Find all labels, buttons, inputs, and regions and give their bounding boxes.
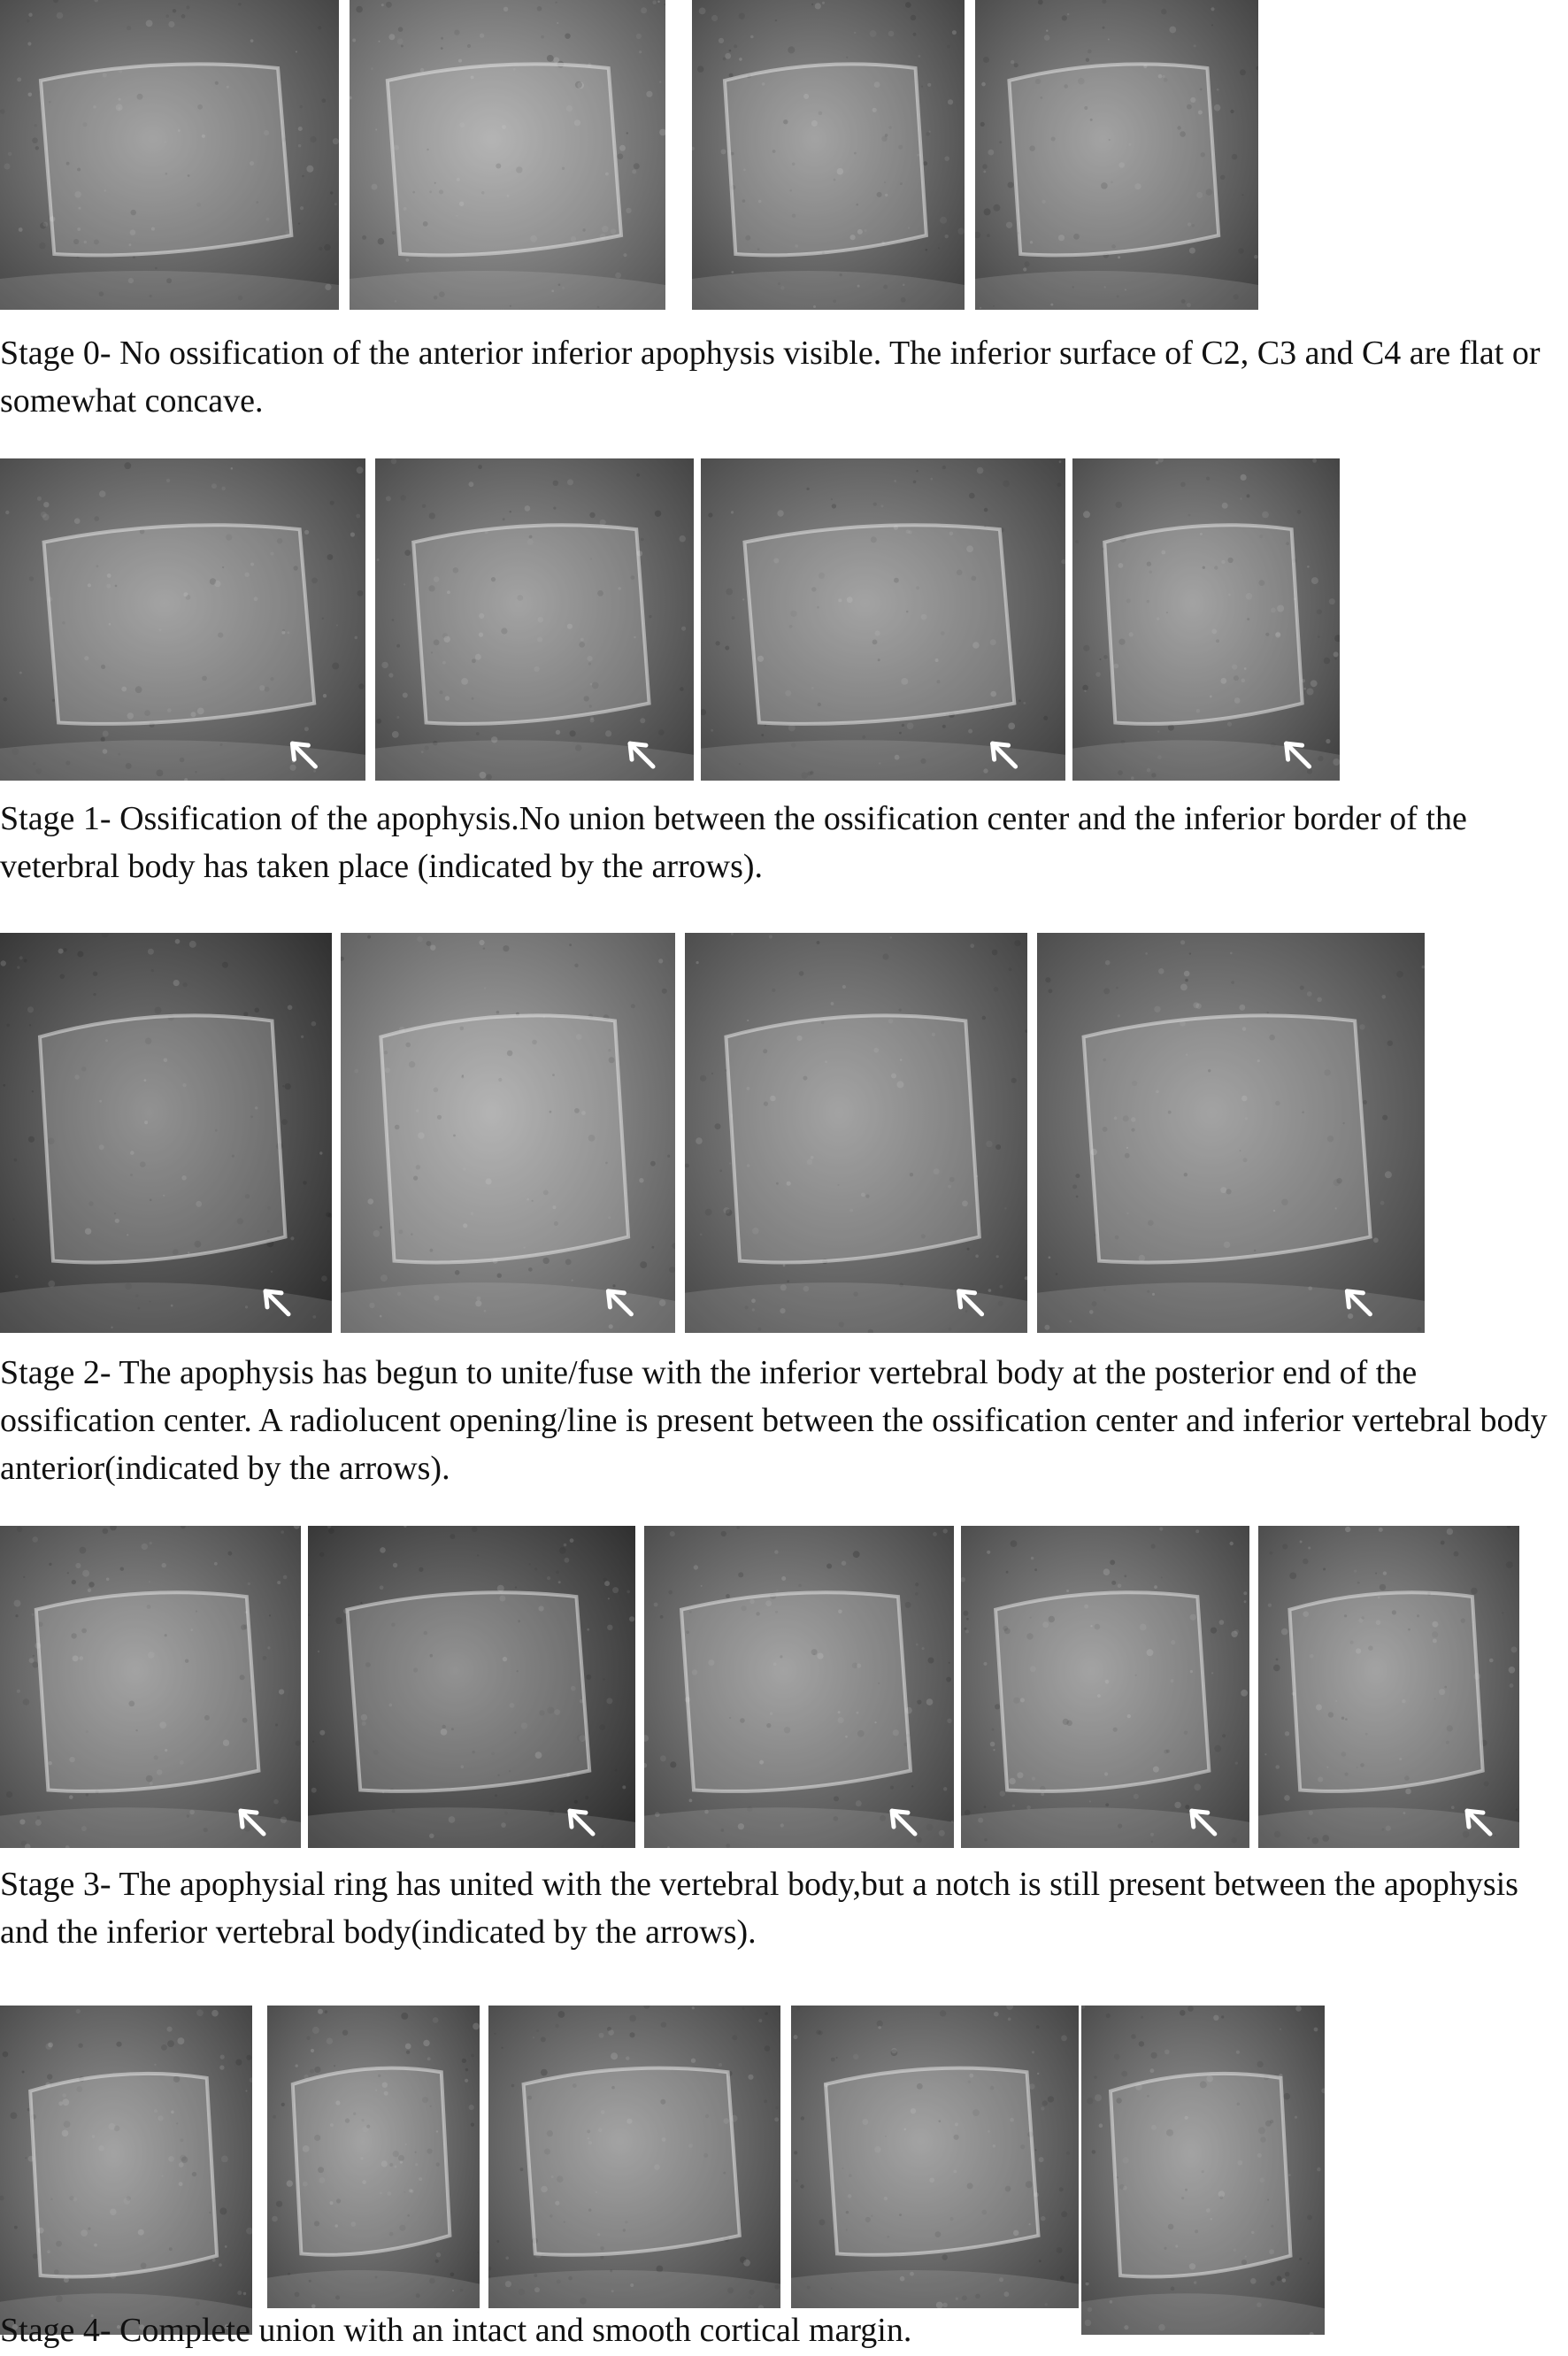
stage2-radiograph-2-graphic [341, 933, 675, 1333]
vertebral-body [1289, 1592, 1482, 1791]
stage-3-caption: Stage 3- The apophysial ring has united with the vertebral body,but a notch is still present between the apophysis and the inferior vertebral body(indicated by the arrows). [0, 1866, 1518, 1951]
stage-0-caption: Stage 0- No ossification of the anterior inferior apophysis visible. The inferior surface of C2, C3 and C4 are flat or somewhat concave. [0, 335, 1541, 420]
stage0-radiograph-1 [0, 0, 339, 310]
stage3-radiograph-1 [0, 1526, 301, 1848]
stage0-radiograph-4 [975, 0, 1258, 310]
stage0-radiograph-2 [350, 0, 665, 310]
vertebral-body [293, 2068, 450, 2255]
stage2-radiograph-3-graphic [685, 933, 1027, 1333]
stage3-radiograph-2-graphic [308, 1526, 635, 1848]
stage-3-section [0, 1526, 1568, 1959]
stage-4-caption: Stage 4- Complete union with an intact and smooth cortical margin. [0, 2312, 912, 2349]
stage3-radiograph-2 [308, 1526, 635, 1848]
stage-3-image-row [0, 1526, 1568, 1848]
vertebral-body [380, 1015, 628, 1262]
stage4-radiograph-1-graphic [0, 2006, 252, 2335]
stage4-radiograph-3 [488, 2006, 780, 2308]
stage3-radiograph-4-graphic [961, 1526, 1249, 1848]
vertebral-body [41, 64, 291, 255]
stage-0-image-row [0, 0, 1568, 310]
stage2-radiograph-2 [341, 933, 675, 1333]
vertebral-body [388, 64, 621, 255]
vertebral-body [40, 1015, 286, 1262]
stage-1-image-row [0, 458, 1568, 781]
vertebral-body [30, 2074, 217, 2277]
stage-0-section [0, 0, 1568, 420]
stage1-radiograph-4 [1072, 458, 1340, 781]
stage0-radiograph-1-graphic [0, 0, 339, 310]
stage3-radiograph-3-graphic [644, 1526, 954, 1848]
vertebral-body [1104, 525, 1302, 724]
stage1-radiograph-4-graphic [1072, 458, 1340, 781]
stage2-radiograph-1-graphic [0, 933, 332, 1333]
stage4-radiograph-4 [791, 2006, 1079, 2308]
stage3-radiograph-1-graphic [0, 1526, 301, 1848]
stage4-radiograph-2 [267, 2006, 480, 2308]
stage0-radiograph-4-graphic [975, 0, 1258, 310]
vertebral-body [725, 64, 926, 255]
stage3-radiograph-5-graphic [1258, 1526, 1519, 1848]
stage-4-section [0, 2006, 1568, 2356]
stage1-radiograph-2 [375, 458, 694, 781]
stage-1-caption: Stage 1- Ossification of the apophysis.No union between the ossification center and the inferior border of the veterbral body has taken place (indicated by the arrows). [0, 800, 1467, 885]
vertebral-body [995, 1592, 1209, 1791]
stage1-radiograph-1 [0, 458, 365, 781]
vertebral-body [36, 1592, 259, 1791]
vertebral-body [524, 2068, 740, 2255]
vertebral-body [44, 525, 315, 724]
vertebral-body [413, 525, 649, 724]
vertebral-body [1084, 1015, 1371, 1262]
stage0-radiograph-2-graphic [350, 0, 665, 310]
stage-1-section [0, 458, 1568, 901]
stage4-radiograph-3-graphic [488, 2006, 780, 2308]
stage4-radiograph-2-graphic [267, 2006, 480, 2308]
vertebral-body [744, 525, 1014, 724]
stage1-radiograph-1-graphic [0, 458, 365, 781]
vertebral-body [726, 1015, 979, 1262]
stage3-radiograph-4 [961, 1526, 1249, 1848]
stage1-radiograph-3 [701, 458, 1065, 781]
stage-2-caption: Stage 2- The apophysis has begun to unite/fuse with the inferior vertebral body at the posterior end of the ossification center. A radiolucent opening/line is present between the ossification center and inferior vertebral body anterior(indicated by the arrows). [0, 1354, 1548, 1487]
stage-2-section [0, 933, 1568, 1499]
stage4-radiograph-5 [1081, 2006, 1325, 2335]
stage2-radiograph-3 [685, 933, 1027, 1333]
stage0-radiograph-3 [692, 0, 965, 310]
stage1-radiograph-2-graphic [375, 458, 694, 781]
stage1-radiograph-3-graphic [701, 458, 1065, 781]
stage4-radiograph-1 [0, 2006, 252, 2335]
stage-4-image-row [0, 2006, 1568, 2335]
vertebral-body [1111, 2074, 1291, 2277]
stage2-radiograph-1 [0, 933, 332, 1333]
stage4-radiograph-5-graphic [1081, 2006, 1325, 2335]
stage3-radiograph-5 [1258, 1526, 1519, 1848]
stage4-radiograph-4-graphic [791, 2006, 1079, 2308]
stage-2-image-row [0, 933, 1568, 1333]
stage2-radiograph-4 [1037, 933, 1425, 1333]
stage3-radiograph-3 [644, 1526, 954, 1848]
vertebral-body [1009, 64, 1218, 255]
stage2-radiograph-4-graphic [1037, 933, 1425, 1333]
vertebral-body [681, 1592, 911, 1791]
vertebral-body [347, 1592, 589, 1791]
vertebral-body [826, 2068, 1039, 2255]
stage0-radiograph-3-graphic [692, 0, 965, 310]
